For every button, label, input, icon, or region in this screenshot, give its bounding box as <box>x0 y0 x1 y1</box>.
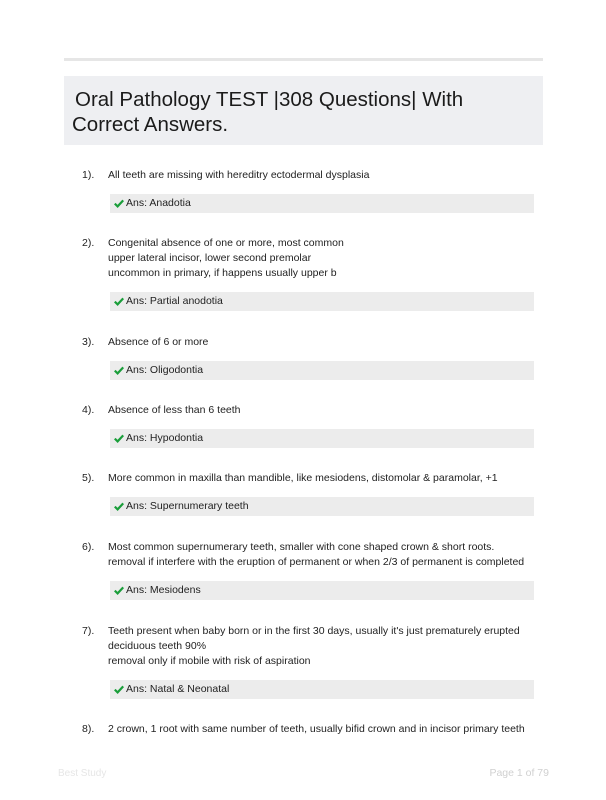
question-number: 3). <box>82 336 95 348</box>
question-text <box>108 236 548 281</box>
answer-box <box>110 292 534 311</box>
question-number: 2). <box>82 237 95 249</box>
title-banner <box>64 76 543 145</box>
check-icon <box>114 297 124 306</box>
top-divider <box>64 58 543 61</box>
question-line: All teeth are missing with hereditry ectodermal dysplasia <box>108 169 370 181</box>
answer-box <box>110 581 534 600</box>
question-text <box>108 168 548 183</box>
question-line: removal only if mobile with risk of aspiration <box>108 655 311 667</box>
answer-text: Ans: Hypodontia <box>126 432 204 444</box>
answer-text: Ans: Partial anodotia <box>126 295 223 307</box>
answer-box <box>110 194 534 213</box>
check-icon <box>114 434 124 443</box>
question-line: Teeth present when baby born or in the first 30 days, usually it's just prematurely erupted <box>108 625 520 637</box>
question-number: 4). <box>82 404 95 416</box>
question-line: Congenital absence of one or more, most common <box>108 237 344 249</box>
page-title <box>72 87 532 137</box>
question-line: More common in maxilla than mandible, like mesiodens, distomolar & paramolar, +1 <box>108 472 498 484</box>
answer-box <box>110 361 534 380</box>
answer-text: Ans: Anadotia <box>126 197 191 209</box>
answer-text: Ans: Supernumerary teeth <box>126 500 249 512</box>
answer-box <box>110 680 534 699</box>
question-line: Absence of 6 or more <box>108 336 209 348</box>
question-number: 6). <box>82 541 95 553</box>
page-indicator: Page 1 of 79 <box>489 767 549 779</box>
question-line: 2 crown, 1 root with same number of teeth, usually bifid crown and in incisor primary teeth <box>108 723 525 735</box>
answer-text: Ans: Oligodontia <box>126 364 204 376</box>
question-text <box>108 722 548 737</box>
question-line: removal if interfere with the eruption of permanent or when 2/3 of permanent is completed <box>108 556 525 568</box>
question-number: 7). <box>82 625 95 637</box>
footer-brand: Best Study <box>58 768 107 779</box>
check-icon <box>114 586 124 595</box>
answer-box <box>110 429 534 448</box>
question-number: 5). <box>82 472 95 484</box>
check-icon <box>114 366 124 375</box>
answer-text: Ans: Mesiodens <box>126 584 201 596</box>
question-text <box>108 335 548 350</box>
question-text <box>108 471 548 486</box>
question-number: 8). <box>82 723 95 735</box>
question-line: uncommon in primary, if happens usually upper b <box>108 267 337 279</box>
check-icon <box>114 199 124 208</box>
answer-text: Ans: Natal & Neonatal <box>126 683 230 695</box>
question-number: 1). <box>82 169 95 181</box>
page-title-line1: Oral Pathology TEST |308 Questions| With <box>75 88 464 111</box>
question-text <box>108 624 548 669</box>
page-title-line2: Correct Answers. <box>72 113 229 136</box>
check-icon <box>114 502 124 511</box>
question-line: Most common supernumerary teeth, smaller with cone shaped crown & short roots. <box>108 541 495 553</box>
question-text <box>108 403 548 418</box>
check-icon <box>114 685 124 694</box>
question-line: deciduous teeth 90% <box>108 640 207 652</box>
answer-box <box>110 497 534 516</box>
question-line: Absence of less than 6 teeth <box>108 404 241 416</box>
question-text <box>108 540 548 570</box>
question-line: upper lateral incisor, lower second premolar <box>108 252 312 264</box>
